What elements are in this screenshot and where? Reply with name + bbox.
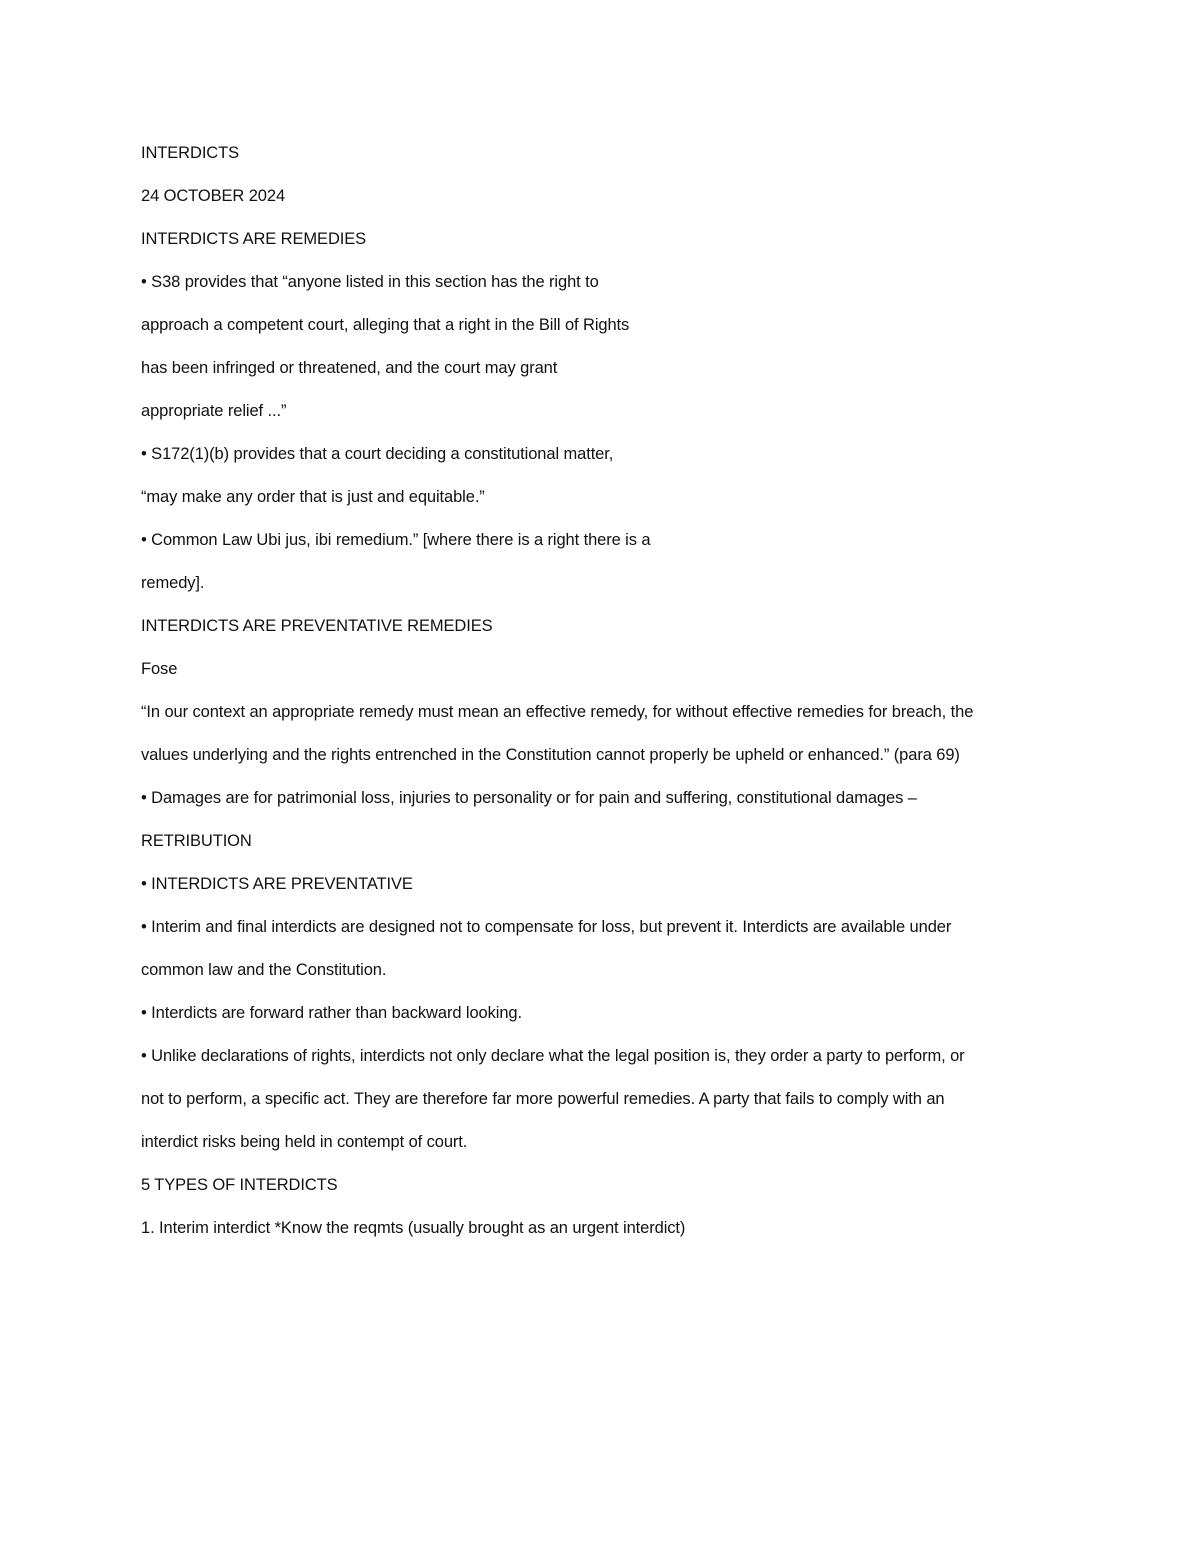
paragraph: interdict risks being held in contempt of court. bbox=[141, 1133, 468, 1151]
paragraph: • Interdicts are forward rather than backward looking. bbox=[141, 1004, 522, 1022]
list-item: 1. Interim interdict *Know the reqmts (usually brought as an urgent interdict) bbox=[141, 1219, 686, 1237]
paragraph: • Common Law Ubi jus, ibi remedium.” [where there is a right there is a bbox=[141, 531, 651, 549]
paragraph: • Damages are for patrimonial loss, injuries to personality or for pain and suffering, constitutional damages – bbox=[141, 789, 917, 807]
doc-title: INTERDICTS bbox=[141, 144, 240, 162]
paragraph: not to perform, a specific act. They are therefore far more powerful remedies. A party that fails to comply with an bbox=[141, 1090, 945, 1108]
paragraph: appropriate relief ...” bbox=[141, 402, 287, 420]
paragraph: • Interim and final interdicts are designed not to compensate for loss, but prevent it. Interdicts are available under bbox=[141, 918, 952, 936]
section-heading: 5 TYPES OF INTERDICTS bbox=[141, 1176, 338, 1194]
document-page bbox=[141, 140, 1061, 1258]
paragraph: approach a competent court, alleging that a right in the Bill of Rights bbox=[141, 316, 630, 334]
paragraph: RETRIBUTION bbox=[141, 832, 252, 850]
doc-date: 24 OCTOBER 2024 bbox=[141, 187, 286, 205]
paragraph: • S172(1)(b) provides that a court deciding a constitutional matter, bbox=[141, 445, 614, 463]
case-name: Fose bbox=[141, 660, 178, 678]
section-heading: INTERDICTS ARE REMEDIES bbox=[141, 230, 367, 248]
paragraph: • INTERDICTS ARE PREVENTATIVE bbox=[141, 875, 413, 893]
paragraph: has been infringed or threatened, and the court may grant bbox=[141, 359, 558, 377]
paragraph: “may make any order that is just and equitable.” bbox=[141, 488, 485, 506]
quote-paragraph: values underlying and the rights entrenched in the Constitution cannot properly be upheld or enhanced.” (para 69) bbox=[141, 746, 960, 764]
paragraph: • Unlike declarations of rights, interdicts not only declare what the legal position is, they order a party to perform, or bbox=[141, 1047, 965, 1065]
paragraph: common law and the Constitution. bbox=[141, 961, 387, 979]
paragraph: remedy]. bbox=[141, 574, 205, 592]
section-heading: INTERDICTS ARE PREVENTATIVE REMEDIES bbox=[141, 617, 493, 635]
paragraph: • S38 provides that “anyone listed in this section has the right to bbox=[141, 273, 599, 291]
quote-paragraph: “In our context an appropriate remedy must mean an effective remedy, for without effective remedies for breach, the bbox=[141, 703, 974, 721]
